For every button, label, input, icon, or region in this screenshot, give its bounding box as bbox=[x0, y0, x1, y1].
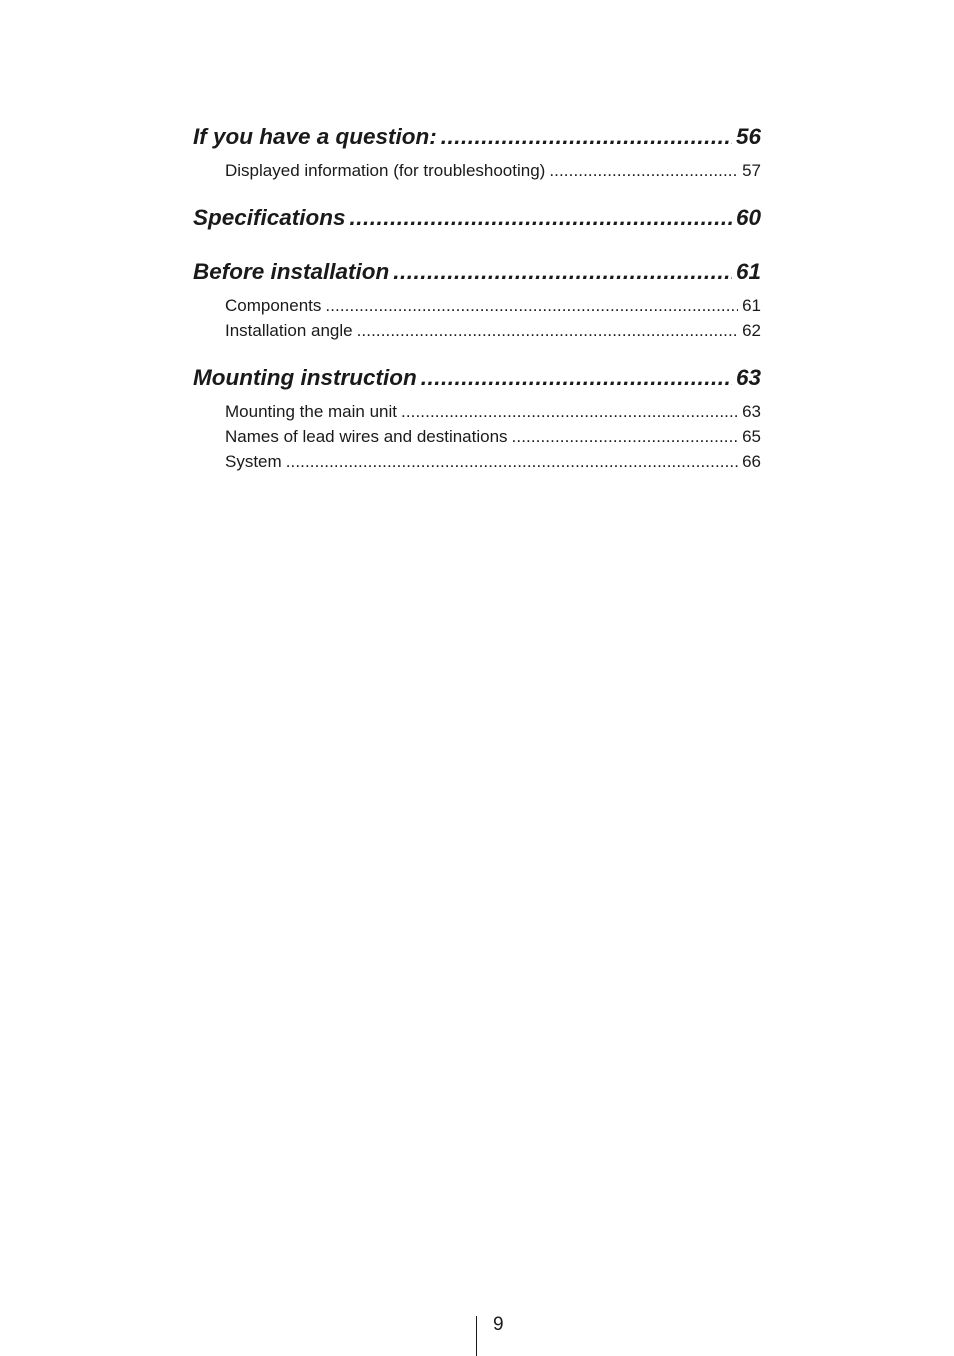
toc-main-page: 63 bbox=[735, 365, 761, 390]
toc-main-title: Mounting instruction bbox=[193, 365, 417, 390]
footer-divider bbox=[476, 1316, 477, 1356]
toc-sub-entry[interactable] bbox=[225, 449, 761, 474]
dot-leader bbox=[549, 158, 738, 183]
page-number: 9 bbox=[493, 1314, 504, 1335]
toc-sub-title: Installation angle bbox=[225, 321, 353, 340]
toc-section bbox=[193, 118, 761, 199]
toc-section bbox=[193, 199, 761, 253]
dot-leader bbox=[325, 293, 738, 318]
toc-sub-entry[interactable] bbox=[225, 293, 761, 318]
dot-leader bbox=[357, 318, 738, 343]
spacer bbox=[193, 183, 761, 199]
toc-main-entry[interactable] bbox=[193, 253, 761, 291]
toc-main-entry[interactable] bbox=[193, 118, 761, 156]
toc-main-entry[interactable] bbox=[193, 199, 761, 237]
toc-main-page: 61 bbox=[735, 259, 761, 284]
dot-leader bbox=[421, 359, 732, 397]
toc-sub-title: System bbox=[225, 452, 282, 471]
toc-sub-title: Displayed information (for troubleshooting) bbox=[225, 161, 546, 180]
toc-sub-entry[interactable] bbox=[225, 318, 761, 343]
dot-leader bbox=[350, 199, 732, 237]
toc-sub-page: 66 bbox=[742, 452, 761, 471]
table-of-contents bbox=[193, 118, 761, 474]
toc-section bbox=[193, 359, 761, 474]
dot-leader bbox=[512, 424, 739, 449]
dot-leader bbox=[393, 253, 732, 291]
toc-sub-title: Names of lead wires and destinations bbox=[225, 427, 508, 446]
toc-main-title: Specifications bbox=[193, 205, 346, 230]
toc-sub-title: Mounting the main unit bbox=[225, 402, 397, 421]
toc-main-page: 56 bbox=[735, 124, 761, 149]
toc-sub-list bbox=[193, 399, 761, 474]
dot-leader bbox=[441, 118, 732, 156]
toc-sub-page: 63 bbox=[742, 402, 761, 421]
toc-sub-page: 62 bbox=[742, 321, 761, 340]
toc-sub-title: Components bbox=[225, 296, 322, 315]
dot-leader bbox=[286, 449, 738, 474]
toc-main-page: 60 bbox=[735, 205, 761, 230]
dot-leader bbox=[401, 399, 738, 424]
toc-sub-entry[interactable] bbox=[225, 399, 761, 424]
toc-sub-list bbox=[193, 158, 761, 183]
toc-main-title: If you have a question: bbox=[193, 124, 437, 149]
toc-sub-page: 65 bbox=[742, 427, 761, 446]
toc-sub-page: 61 bbox=[742, 296, 761, 315]
toc-sub-page: 57 bbox=[742, 161, 761, 180]
toc-sub-list bbox=[193, 293, 761, 343]
spacer bbox=[193, 237, 761, 253]
spacer bbox=[193, 343, 761, 359]
toc-main-title: Before installation bbox=[193, 259, 390, 284]
toc-section bbox=[193, 253, 761, 359]
toc-sub-entry[interactable] bbox=[225, 158, 761, 183]
toc-main-entry[interactable] bbox=[193, 359, 761, 397]
toc-sub-entry[interactable] bbox=[225, 424, 761, 449]
